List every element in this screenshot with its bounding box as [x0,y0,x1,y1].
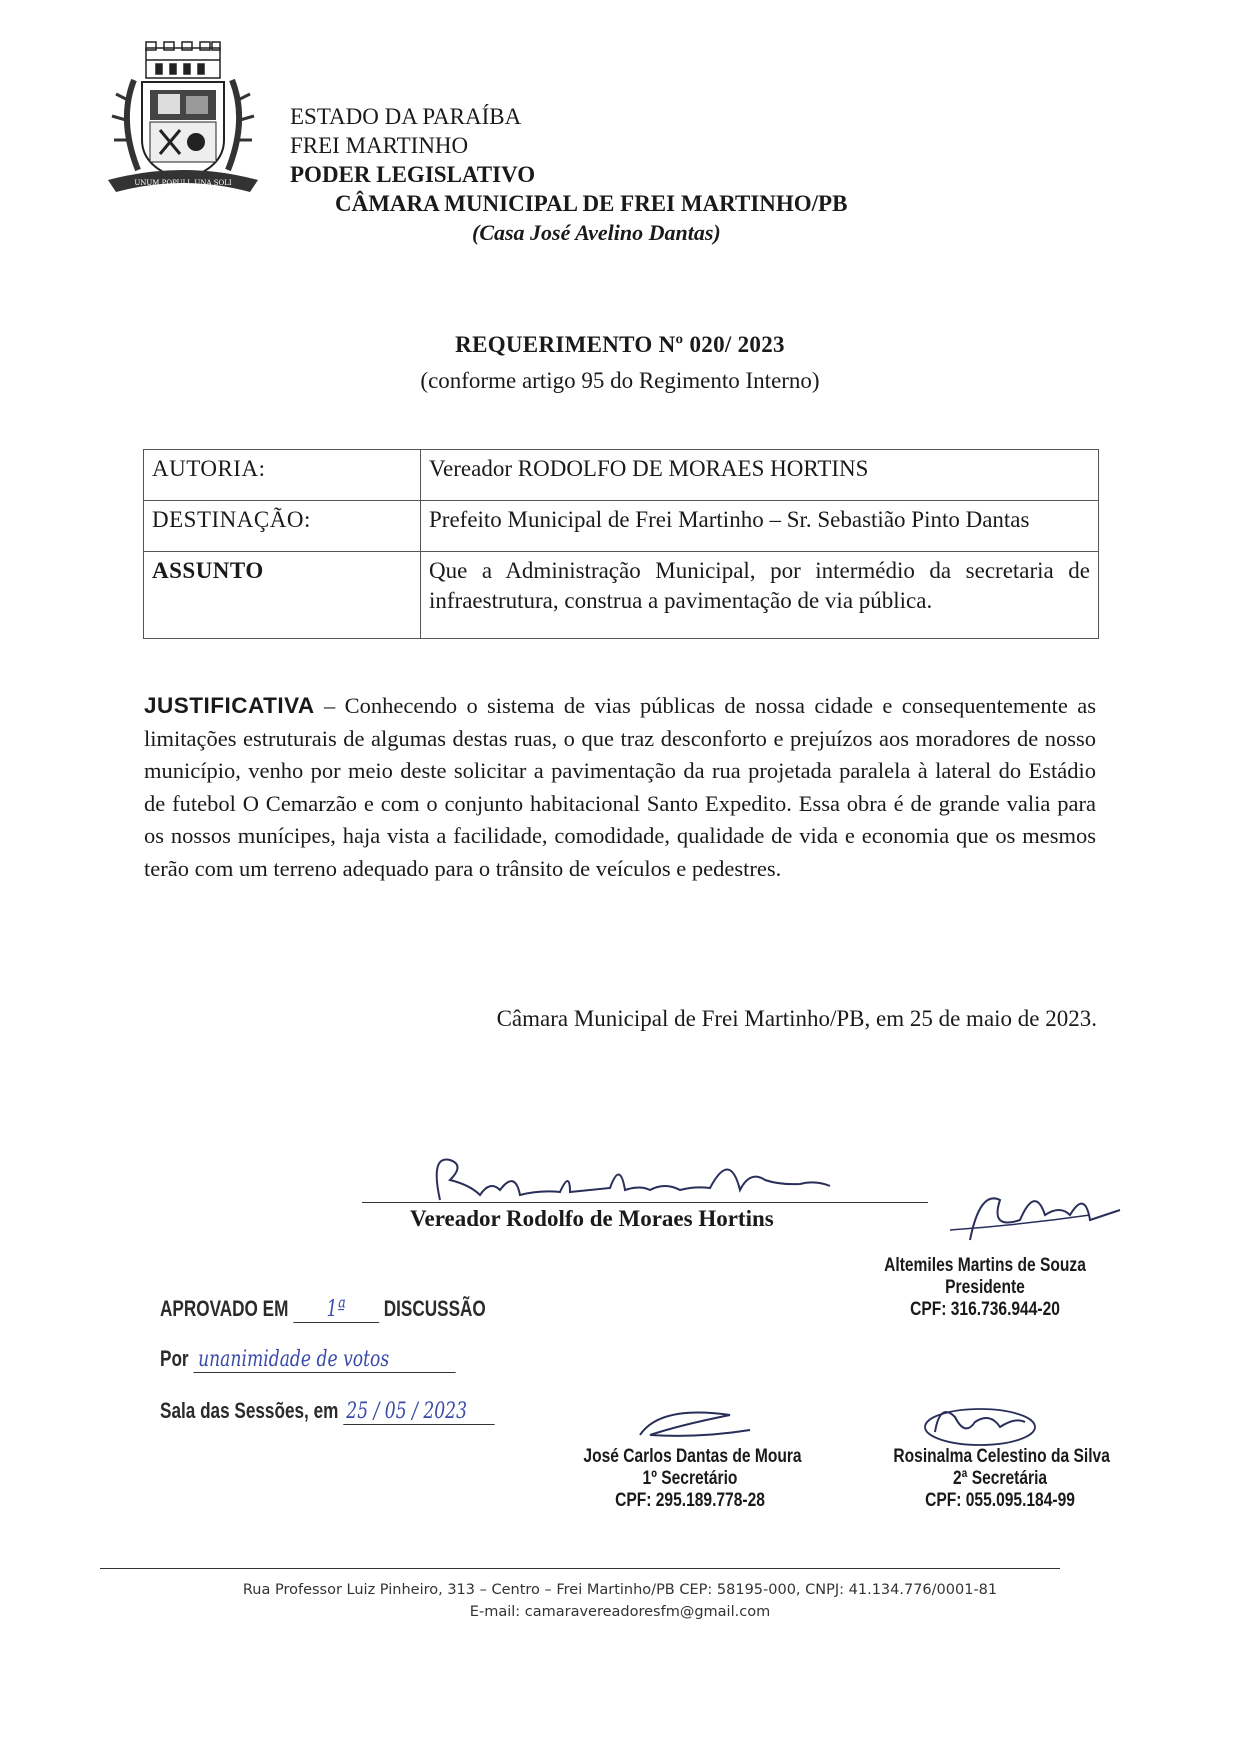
document-title: REQUERIMENTO Nº 020/ 2023 [455,332,785,357]
municipal-crest-logo [98,40,268,200]
table-row-destinacao [144,501,1099,552]
approval-line-2 [160,1346,455,1373]
header-power: PODER LEGISLATIVO [290,162,536,187]
approval-line-1 [160,1296,486,1323]
first-secretary-block [583,1446,802,1512]
second-secretary-signature-scribble [920,1392,1060,1452]
first-secretary-role: 1º Secretário [642,1468,738,1489]
author-signature-line [362,1202,928,1203]
request-info-table [143,449,1099,639]
footer-divider [100,1568,1060,1569]
crest-motto: UNUM POPULI, UNA SOLI [134,179,232,187]
header-house-name: (Casa José Avelino Dantas) [472,220,721,245]
president-signature-scribble [940,1180,1130,1250]
por-handwritten: unanimidade de votos [198,1347,390,1372]
header-city: FREI MARTINHO [290,133,469,158]
approved-handwritten: 1ª [326,1297,346,1322]
second-secretary-block [893,1446,1110,1512]
second-secretary-role: 2ª Secretária [952,1468,1048,1489]
justification-paragraph [144,690,1096,885]
place-and-date: Câmara Municipal de Frei Martinho/PB, em 25 de maio de 2023. [496,1006,1097,1031]
destinacao-value: Prefeito Municipal de Frei Martinho – Sr. Sebastião Pinto Dantas [421,501,1099,552]
first-secretary-cpf: CPF: 295.189.778-28 [615,1490,765,1511]
autoria-value: Vereador RODOLFO DE MORAES HORTINS [421,450,1099,501]
justification-text: – Conhecendo o sistema de vias públicas de nossa cidade e consequentemente as limitações estruturais de algumas destas ruas, o que traz desconforto e prejuízos aos moradores de nosso município, venho por meio deste solicitar a pavimentação da rua projetada paralela à lateral do Estádio de futebol O Cemarzão e com o conjunto habitacional Santo Expedito. Essa obra é de grande valia para os nossos munícipes, haja vista a facilidade, comodidade, qualidade de vida e economia que os mesmos terão com um terreno adequado para o trânsito de veículos e pedestres. [144,693,1096,881]
approved-suffix: DISCUSSÃO [383,1296,486,1321]
president-name: Altemiles Martins de Souza [884,1255,1086,1276]
author-name: Vereador Rodolfo de Moraes Hortins [410,1206,774,1231]
table-row-autoria [144,450,1099,501]
autoria-label: AUTORIA: [144,450,421,501]
president-role: Presidente [945,1277,1025,1298]
first-secretary-signature-scribble [620,1400,760,1445]
president-cpf: CPF: 316.736.944-20 [910,1299,1060,1320]
destinacao-label: DESTINAÇÃO: [144,501,421,552]
table-row-assunto [144,552,1099,639]
assunto-label: ASSUNTO [144,552,421,639]
header-chamber: CÂMARA MUNICIPAL DE FREI MARTINHO/PB [335,191,848,216]
sala-label: Sala das Sessões, em [160,1398,339,1423]
second-secretary-cpf: CPF: 055.095.184-99 [925,1490,1075,1511]
footer-email: E-mail: camaravereadoresfm@gmail.com [469,1604,771,1620]
document-subtitle: (conforme artigo 95 do Regimento Interno) [420,368,820,393]
first-secretary-name: José Carlos Dantas de Moura [583,1446,802,1467]
author-signature-scribble [420,1150,920,1210]
approved-prefix: APROVADO EM [160,1296,289,1321]
header-state: ESTADO DA PARAÍBA [290,104,522,129]
sala-handwritten: 25 / 05 / 2023 [346,1399,468,1424]
justification-label: JUSTIFICATIVA [144,693,315,718]
second-secretary-name: Rosinalma Celestino da Silva [893,1446,1110,1467]
footer-address: Rua Professor Luiz Pinheiro, 313 – Centro – Frei Martinho/PB CEP: 58195-000, CNPJ: 41.134.776/0001-81 [242,1582,998,1598]
por-label: Por [160,1346,189,1371]
assunto-value: Que a Administração Municipal, por intermédio da secretaria de infraestrutura, construa a pavimentação de via pública. [421,552,1099,639]
approval-line-3 [160,1398,494,1425]
president-block [883,1255,1088,1321]
